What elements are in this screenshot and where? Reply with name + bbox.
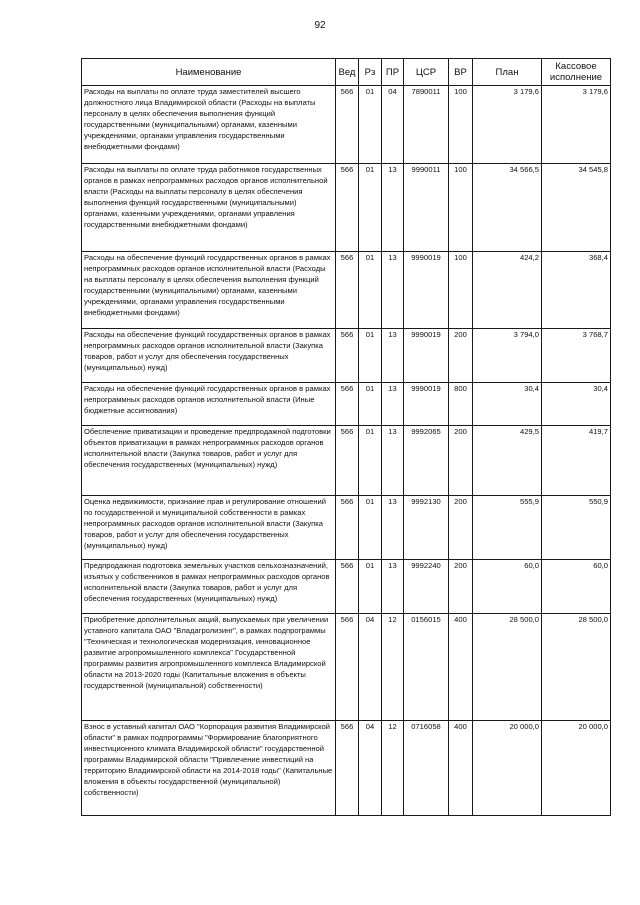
row-vr: 100 [449,252,473,329]
row-pr: 13 [382,496,404,560]
row-ved: 566 [336,426,359,496]
row-plan: 30,4 [473,383,542,426]
table-row [82,252,611,329]
row-ved: 566 [336,614,359,721]
row-pr: 13 [382,560,404,614]
row-ved: 566 [336,496,359,560]
row-plan: 424,2 [473,252,542,329]
row-plan: 60,0 [473,560,542,614]
row-csr: 9990019 [404,329,449,383]
budget-table [81,58,611,816]
row-ved: 566 [336,383,359,426]
row-name: Взнос в уставный капитал ОАО "Корпорация развития Владимирской области" в рамках подпрограммы "Формирование благоприятного инвестиционного климата Владимирской области" государственной программы Владимирской области "Привлечение инвестиций на территорию Владимирской области на 2014-2018 годы" (Капитальные вложения в объекты государственной (муниципальной) собственности) [82,721,336,816]
row-executed: 368,4 [542,252,611,329]
row-name: Приобретение дополнительных акций, выпускаемых при увеличении уставного капитала ОАО "Владагролизинг", в рамках подпрограммы "Техническая и технологическая модернизация, инновационное развитие агропромышленного комплекса" Государственной программы развития агропромышленного комплекса Владимирской области на 2013-2020 годы (Капитальные вложения в объекты государственной (муниципальной) собственности) [82,614,336,721]
row-vr: 400 [449,721,473,816]
row-name: Оценка недвижимости, признание прав и регулирование отношений по государственной и муниципальной собственности в рамках непрограммных расходов органов исполнительной власти (Закупка товаров, работ и услуг для обеспечения государственных (муниципальных) нужд) [82,496,336,560]
header-plan: План [473,59,542,86]
row-name: Расходы на выплаты по оплате труда работников государственных органов в рамках непрограммных расходов органов исполнительной власти (Расходы на выплаты персоналу в целях обеспечения выполнения функций государственными (муниципальными) органами, казенными учреждениями, органами управления государственными внебюджетными фондами) [82,164,336,252]
row-executed: 60,0 [542,560,611,614]
row-csr: 9992065 [404,426,449,496]
table-row [82,329,611,383]
table-row [82,383,611,426]
row-vr: 800 [449,383,473,426]
row-rz: 01 [359,383,382,426]
row-name: Расходы на обеспечение функций государственных органов в рамках непрограммных расходов органов исполнительной власти (Расходы на выплаты персоналу в целях обеспечения выполнения функций государственными (муниципальными) органами, казенными учреждениями, органами управления государственными внебюджетными фондами) [82,252,336,329]
row-csr: 9990019 [404,383,449,426]
row-plan: 3 794,0 [473,329,542,383]
header-name: Наименование [82,59,336,86]
row-rz: 01 [359,164,382,252]
row-executed: 30,4 [542,383,611,426]
row-executed: 550,9 [542,496,611,560]
table-row [82,426,611,496]
table-row [82,164,611,252]
row-pr: 04 [382,86,404,164]
row-name: Обеспечение приватизации и проведение предпродажной подготовки объектов приватизации в рамках непрограммных расходов органов исполнительной власти (Закупка товаров, работ и услуг для обеспечения государственных (муниципальных) нужд) [82,426,336,496]
header-executed: Кассовое исполнение [542,59,611,86]
row-pr: 13 [382,164,404,252]
table-row [82,560,611,614]
row-name: Расходы на выплаты по оплате труда заместителей высшего должностного лица Владимирской области (Расходы на выплаты персоналу в целях обеспечения выполнения функций государственными (муниципальными) органами, казенными учреждениями, органами управления государственными внебюджетными фондами) [82,86,336,164]
row-pr: 12 [382,614,404,721]
row-vr: 200 [449,496,473,560]
row-pr: 12 [382,721,404,816]
row-vr: 100 [449,86,473,164]
row-executed: 20 000,0 [542,721,611,816]
table-row [82,496,611,560]
page-number: 92 [314,20,326,31]
table-row [82,86,611,164]
row-rz: 01 [359,560,382,614]
row-name: Расходы на обеспечение функций государственных органов в рамках непрограммных расходов органов исполнительной власти (Закупка товаров, работ и услуг для обеспечения государственных (муниципальных) нужд) [82,329,336,383]
row-plan: 429,5 [473,426,542,496]
row-ved: 566 [336,329,359,383]
row-rz: 04 [359,721,382,816]
row-vr: 200 [449,426,473,496]
row-rz: 01 [359,329,382,383]
table-header-row [82,59,611,86]
row-pr: 13 [382,252,404,329]
row-csr: 9992240 [404,560,449,614]
row-rz: 01 [359,496,382,560]
row-csr: 0716058 [404,721,449,816]
table-row [82,721,611,816]
row-plan: 3 179,6 [473,86,542,164]
row-ved: 566 [336,86,359,164]
row-csr: 9992130 [404,496,449,560]
row-executed: 34 545,8 [542,164,611,252]
row-rz: 04 [359,614,382,721]
row-vr: 200 [449,560,473,614]
header-pr: ПР [382,59,404,86]
row-plan: 20 000,0 [473,721,542,816]
row-ved: 566 [336,164,359,252]
row-pr: 13 [382,383,404,426]
row-ved: 566 [336,252,359,329]
row-plan: 34 566,5 [473,164,542,252]
table-row [82,614,611,721]
row-csr: 9990019 [404,252,449,329]
row-rz: 01 [359,86,382,164]
row-vr: 400 [449,614,473,721]
row-csr: 9990011 [404,164,449,252]
header-rz: Рз [359,59,382,86]
row-executed: 28 500,0 [542,614,611,721]
row-plan: 555,9 [473,496,542,560]
row-plan: 28 500,0 [473,614,542,721]
row-executed: 3 179,6 [542,86,611,164]
row-pr: 13 [382,329,404,383]
row-vr: 100 [449,164,473,252]
header-ved: Вед [336,59,359,86]
row-rz: 01 [359,426,382,496]
row-executed: 3 768,7 [542,329,611,383]
row-ved: 566 [336,560,359,614]
row-csr: 0156015 [404,614,449,721]
row-name: Расходы на обеспечение функций государственных органов в рамках непрограммных расходов органов исполнительной власти (Иные бюджетные ассигнования) [82,383,336,426]
header-csr: ЦСР [404,59,449,86]
row-vr: 200 [449,329,473,383]
row-ved: 566 [336,721,359,816]
row-csr: 7890011 [404,86,449,164]
row-pr: 13 [382,426,404,496]
header-vr: ВР [449,59,473,86]
row-executed: 419,7 [542,426,611,496]
row-name: Предпродажная подготовка земельных участков сельхозназначений, изъятых у собственников в рамках непрограммных расходов органов исполнительной власти (Закупка товаров, работ и услуг для обеспечения государственных (муниципальных) нужд) [82,560,336,614]
row-rz: 01 [359,252,382,329]
